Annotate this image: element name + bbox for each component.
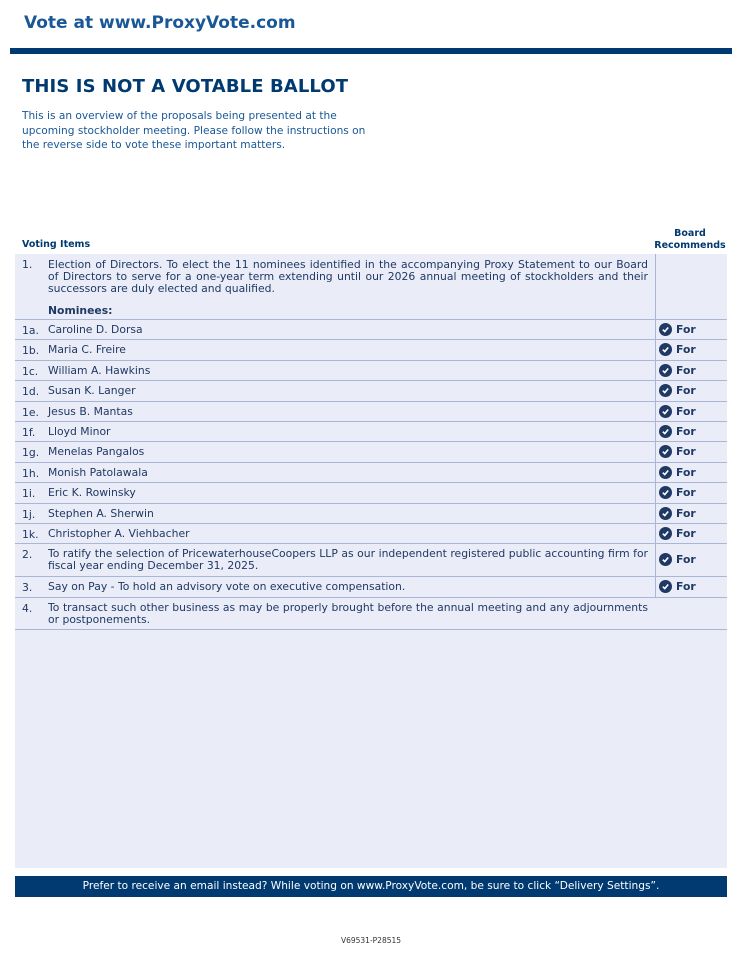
column-divider bbox=[655, 463, 656, 483]
item-text: To transact such other business as may be properly brought before the annual meeting and any adjournments or postponements. bbox=[48, 601, 648, 626]
nominee-row bbox=[15, 361, 727, 381]
nominee-name: Susan K. Langer bbox=[48, 384, 136, 398]
checkmark-circle-icon bbox=[659, 507, 672, 520]
checkmark-circle-icon bbox=[659, 527, 672, 540]
nominee-row bbox=[15, 463, 727, 483]
proposal-row bbox=[15, 577, 727, 598]
recommendation bbox=[659, 527, 696, 540]
column-divider bbox=[655, 381, 656, 401]
voting-items-header: Voting Items bbox=[22, 239, 91, 250]
item-text: To ratify the selection of PricewaterhouseCoopers LLP as our independent registered public accounting firm for fiscal year ending December 31, 2025. bbox=[48, 547, 648, 573]
nominee-row bbox=[15, 402, 727, 422]
page-title: THIS IS NOT A VOTABLE BALLOT bbox=[22, 76, 349, 97]
item-number: 1d. bbox=[22, 385, 40, 399]
board-recommends-header bbox=[652, 228, 728, 251]
proposal-row bbox=[15, 254, 727, 320]
nominee-row bbox=[15, 320, 727, 340]
checkmark-circle-icon bbox=[659, 405, 672, 418]
recommendation bbox=[659, 364, 696, 377]
recommendation-label: For bbox=[676, 404, 696, 418]
item-number: 3. bbox=[22, 581, 33, 594]
document-code: V69531-P28515 bbox=[340, 936, 402, 945]
recommendation-label: For bbox=[676, 425, 696, 438]
proposal-row bbox=[15, 598, 727, 630]
recommendation bbox=[659, 343, 696, 356]
board-recommends-line2: Recommends bbox=[654, 239, 726, 251]
recommendation bbox=[659, 580, 696, 593]
nominee-name: Menelas Pangalos bbox=[48, 445, 145, 459]
item-number: 1k. bbox=[22, 528, 39, 541]
nominee-row bbox=[15, 442, 727, 462]
column-divider bbox=[655, 320, 656, 340]
nominee-name: Maria C. Freire bbox=[48, 343, 126, 357]
checkmark-circle-icon bbox=[659, 445, 672, 458]
recommendation bbox=[659, 323, 696, 336]
nominee-row bbox=[15, 340, 727, 360]
intro-text: This is an overview of the proposals being presented at the upcoming stockholder meeting. Please follow the instructions on the reverse side to vote these important matters. bbox=[22, 110, 366, 151]
item-number: 1c. bbox=[22, 364, 39, 378]
nominees-label: Nominees: bbox=[48, 304, 113, 317]
item-number: 2. bbox=[22, 548, 33, 562]
nominee-row bbox=[15, 483, 727, 503]
checkmark-circle-icon bbox=[659, 466, 672, 479]
ballot-panel bbox=[15, 254, 727, 868]
nominee-row bbox=[15, 504, 727, 524]
column-divider bbox=[655, 254, 656, 320]
item-number: 1h. bbox=[22, 466, 40, 480]
recommendation-label: For bbox=[676, 363, 696, 377]
nominee-name: Caroline D. Dorsa bbox=[48, 323, 143, 336]
recommendation bbox=[659, 466, 696, 479]
recommendation-label: For bbox=[676, 323, 696, 336]
email-delivery-banner: Prefer to receive an email instead? While voting on www.ProxyVote.com, be sure to click “Delivery Settings”. bbox=[15, 876, 727, 897]
nominee-name: William A. Hawkins bbox=[48, 363, 151, 377]
item-number: 1g. bbox=[22, 446, 40, 460]
item-number: 1. bbox=[22, 258, 33, 271]
recommendation bbox=[659, 405, 696, 418]
checkmark-circle-icon bbox=[659, 343, 672, 356]
checkmark-circle-icon bbox=[659, 486, 672, 499]
recommendation-label: For bbox=[676, 343, 696, 357]
column-divider bbox=[655, 402, 656, 422]
nominee-row bbox=[15, 422, 727, 442]
item-text: Election of Directors. To elect the 11 nominees identified in the accompanying Proxy Statement to our Board of Directors to serve for a one-year term extending until our 2026 annual meeting of stockholders and their successors are duly elected and qualified. bbox=[48, 258, 648, 295]
header-divider bbox=[10, 48, 732, 54]
item-number: 1e. bbox=[22, 405, 39, 419]
column-divider bbox=[655, 577, 656, 598]
recommendation-label: For bbox=[676, 384, 696, 398]
recommendation-label: For bbox=[676, 445, 696, 459]
nominee-name: Jesus B. Mantas bbox=[48, 404, 133, 418]
item-number: 4. bbox=[22, 602, 33, 615]
nominee-row bbox=[15, 524, 727, 544]
board-recommends-line1: Board bbox=[674, 228, 706, 239]
recommendation-label: For bbox=[676, 553, 696, 567]
nominee-row bbox=[15, 381, 727, 401]
nominee-name: Eric K. Rowinsky bbox=[48, 486, 136, 500]
item-text: Say on Pay - To hold an advisory vote on executive compensation. bbox=[48, 580, 406, 593]
item-number: 1b. bbox=[22, 344, 40, 358]
recommendation-label: For bbox=[676, 527, 696, 540]
recommendation-label: For bbox=[676, 465, 696, 479]
column-divider bbox=[655, 483, 656, 503]
item-number: 1j. bbox=[22, 507, 36, 521]
column-divider bbox=[655, 524, 656, 544]
checkmark-circle-icon bbox=[659, 364, 672, 377]
checkmark-circle-icon bbox=[659, 425, 672, 438]
recommendation bbox=[659, 384, 696, 397]
checkmark-circle-icon bbox=[659, 323, 672, 336]
column-divider bbox=[655, 361, 656, 381]
proposal-row bbox=[15, 544, 727, 577]
nominee-name: Lloyd Minor bbox=[48, 425, 111, 438]
nominee-name: Monish Patolawala bbox=[48, 465, 148, 479]
recommendation bbox=[659, 553, 696, 566]
recommendation bbox=[659, 507, 696, 520]
item-number: 1i. bbox=[22, 487, 36, 501]
recommendation bbox=[659, 486, 696, 499]
recommendation-label: For bbox=[676, 486, 696, 500]
checkmark-circle-icon bbox=[659, 553, 672, 566]
recommendation-label: For bbox=[676, 580, 696, 593]
column-divider bbox=[655, 340, 656, 360]
column-divider bbox=[655, 544, 656, 577]
checkmark-circle-icon bbox=[659, 384, 672, 397]
column-divider bbox=[655, 442, 656, 462]
nominee-name: Stephen A. Sherwin bbox=[48, 506, 154, 520]
column-divider bbox=[655, 504, 656, 524]
recommendation bbox=[659, 425, 696, 438]
recommendation-label: For bbox=[676, 506, 696, 520]
recommendation bbox=[659, 445, 696, 458]
proxyvote-link[interactable]: Vote at www.ProxyVote.com bbox=[24, 13, 296, 33]
item-number: 1f. bbox=[22, 426, 36, 439]
checkmark-circle-icon bbox=[659, 580, 672, 593]
column-divider bbox=[655, 422, 656, 442]
nominee-name: Christopher A. Viehbacher bbox=[48, 527, 190, 540]
item-number: 1a. bbox=[22, 324, 39, 337]
